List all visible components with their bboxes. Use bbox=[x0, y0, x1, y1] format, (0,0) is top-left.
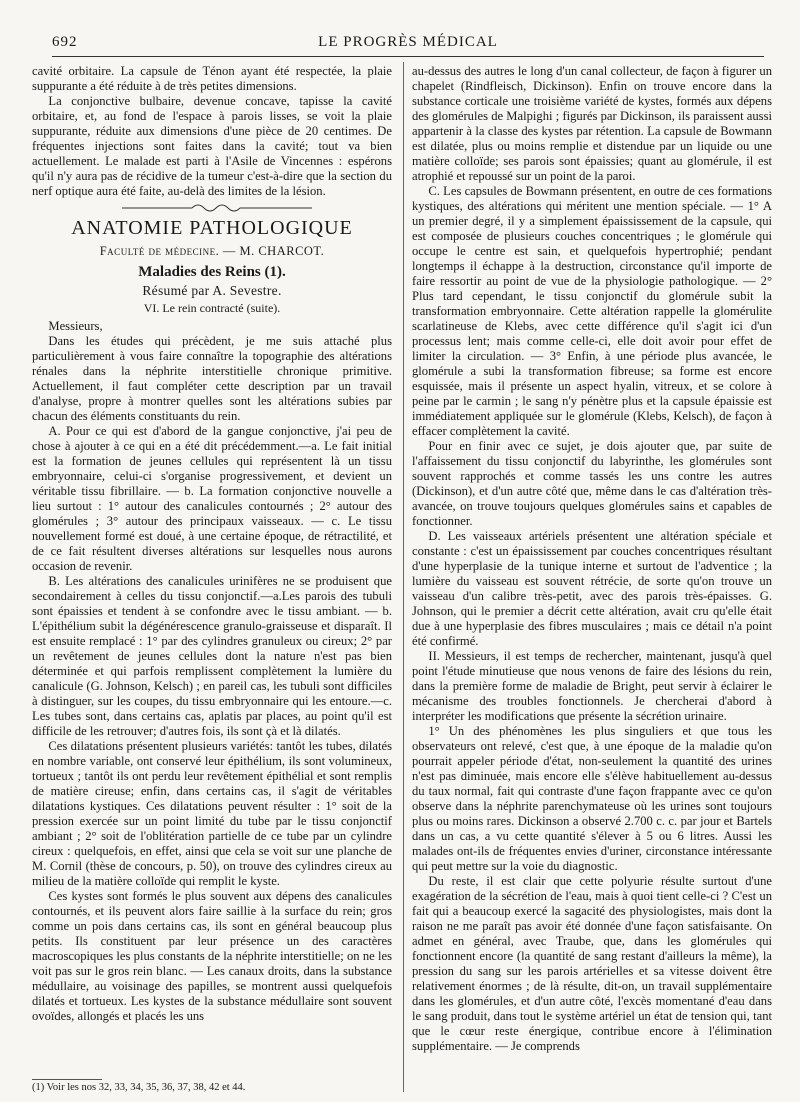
paragraph: 1° Un des phénomènes les plus singuliers et que tous les observateurs ont relevé, c'est que, à une époque de la maladie qu'on pourrait appeler période d'état, non-seulement la quantité des urines n'est pas diminuée, mais encore elle s'élève habituellement au-dessus du taux normal, fait qui contraste d'une façon frappante avec ce qu'on observe dans la néphrite parenchymateuse où les urines sont toujours plus ou moins rares. Dickinson a observé 2.700 c. c. par jour et Bartels dans un cas, a vu cette quantité s'élever à 5 ou 6 litres. Aussi les malades ont-ils de fréquentes envies d'uriner, circonstance intéressante qui peut mettre sur la voie du diagnostic. bbox=[412, 724, 772, 873]
paragraph: Dans les études qui précèdent, je me suis attaché plus particulièrement à vous faire connaître la topographie des altérations rénales dans la néphrite interstitielle chronique primitive. Actuellement, il faut compléter cette description par un travail d'analyse, propre à montrer quelles sont les altérations subies par chacun des éléments constituants du rein. bbox=[32, 334, 392, 423]
footnote-rule bbox=[32, 1079, 102, 1080]
left-column bbox=[32, 64, 392, 1079]
paragraph: B. Les altérations des canalicules urinifères ne se produisent que secondairement à celles du tissu conjonctif.—a.Les parois des tubuli sont épaissies et tendent à se confondre avec le tissu ambiant. — b. L'épithélium subit la dégénérescence granulo-graisseuse et disparaît. Il est ensuite remplacé : 1° par des cylindres granuleux ou cireux; 2° par un revêtement de jeunes cellules dont la nature n'est pas bien déterminée et qui parfois remplissent complètement la lumière du canalicule (G. Johnson, Kelsch) ; en pareil cas, les tubuli sont difficiles à distinguer, sur les coupes, du tissu embryonnaire qui les entoure.—c. Les tubes sont, dans certains cas, aplatis par places, au point qu'il est difficile de les retrouver; d'autres fois, ils sont çà et là dilatés. bbox=[32, 574, 392, 738]
running-header bbox=[52, 34, 764, 57]
faculty-line: Faculté de médecine. — M. CHARCOT. bbox=[99, 244, 325, 258]
paragraph: Ces dilatations présentent plusieurs variétés: tantôt les tubes, dilatés en nombre variable, ont conservé leur épithélium, ils sont volumineux, tortueux ; tantôt ils ont perdu leur revêtement épithélial et sont remplis de matière cireuse; enfin, dans certains cas, il s'agit de véritables dilatations kystiques. Ces dilatations peuvent résulter : 1° soit de la pression exercée sur un point limité du tube par le tissu conjonctif ambiant ; 2° soit de l'oblitération partielle de ce tube par un cylindre cireux : quelquefois, en effet, ainsi que cela se voit sur une planche de M. Cornil (thèse de concours, p. 50), on trouve des cylindres cireux au milieu de la matière colloïde qui remplit le kyste. bbox=[32, 739, 392, 888]
right-column bbox=[412, 64, 772, 1092]
salutation: Messieurs, bbox=[48, 319, 103, 333]
paragraph: II. Messieurs, il est temps de rechercher, maintenant, jusqu'à quel point l'étude minutieuse que nous venons de faire des lésions du rein, dans la première forme de maladie de Bright, peut servir à éclairer le mécanisme des troubles fonctionnels. Je chercherai d'abord à interpréter les modifications que présente la sécrétion urinaire. bbox=[412, 649, 772, 723]
footnote: (1) Voir les nos 32, 33, 34, 35, 36, 37, 38, 42 et 44. bbox=[32, 1082, 246, 1093]
paragraph: C. Les capsules de Bowmann présentent, en outre de ces formations kystiques, des altérations qui méritent une mention spéciale. — 1° A un premier degré, il y a simplement épaississement de la capsule, qui est composée de plusieurs couches concentriques ; le glomérule qui occupe le centre est sain, et quelquefois hypertrophié; pendant longtemps il échappe à la destruction, circonstance qu'il importe de faire ressortir au point de vue de la physiologie pathologique. — 2° Plus tard cependant, le tissu conjonctif du glomérule subit la transformation embryonnaire. Cette altération rappelle la glomérulite scarlatineuse de Klebs, avec cette différence qu'il s'agit ici d'un processus lent; mais comme celle-ci, elle doit avoir pour effet de limiter la circulation. — 3° Enfin, à une période plus avancée, le glomérule a subi la transformation fibreuse; sa forme est encore esquissée, mais il présente un aspect hyalin, vitreux, et se colore à peine par le carmin ; le sang n'y pénètre plus et la capsule épaissie est immédiatement appliquée sur le glomérule (Klebs, Kelsch), de façon à effacer complètement la cavité. bbox=[412, 184, 772, 438]
ornamental-rule bbox=[32, 201, 392, 215]
paragraph: au-dessus des autres le long d'un canal collecteur, de façon à figurer un chapelet (Rindfleisch, Dickinson). Enfin on trouve encore dans la substance corticale une troisième variété de kystes, formés aux dépens des glomérules de Malpighi ; figurés par Dickinson, ils paraissent aussi appartenir à la classe des kystes par rétention. La capsule de Bowmann est dilatée, plus ou moins remplie et distendue par un liquide ou une matière colloïde; ses parois sont épaissies; quant au glomérule, il est atrophié et repoussé sur un point de la paroi. bbox=[412, 64, 772, 183]
page-number: 692 bbox=[52, 34, 78, 50]
paragraph: D. Les vaisseaux artériels présentent une altération spéciale et constante : c'est un épaississement par couches concentriques résultant d'une hyperplasie de la tunique interne et surtout de l'adventice ; la lumière du vaisseau est souvent rétrécie, de sorte qu'on trouve un vaisseau d'un calibre très-petit, avec des parois très-épaisses. G. Johnson, qui le premier a décrit cette altération, avait cru qu'elle était due à une hyperplasie des fibres musculaires ; mais ce détail n'a point été confirmé. bbox=[412, 529, 772, 648]
paragraph: A. Pour ce qui est d'abord de la gangue conjonctive, j'ai peu de chose à ajouter à ce qui en a été dit précédemment.—a. Le fait initial est la formation de jeunes cellules qui représentent là un tissu embryonnaire, celui-ci s'organise progressivement, et devient un véritable tissu fibrillaire. — b. La formation conjonctive nouvelle a lieu surtout : 1° autour des canalicules contournés ; 2° autour des glomérules ; 3° autour des principaux vaisseaux. — c. Le tissu nouvellement formé est doué, à une certaine époque, de rétractilité, et de ce fait résultent diverses altérations sur lesquelles nous aurons occasion de revenir. bbox=[32, 424, 392, 573]
paragraph: La conjonctive bulbaire, devenue concave, tapisse la cavité orbitaire, et, au fond de l'espace à parois lisses, se voit la plaie suppurante, réduite aux dimensions d'une pièce de 20 centimes. De fréquentes injections sont faites dans la cavité; tout va bien actuellement. Le malade est parti à l'Asile de Vincennes : espérons qu'il n'y aura pas de récidive de la tumeur c'est-à-dire que la section du nerf optique aura été faite, au-delà des limites de la lésion. bbox=[32, 94, 392, 198]
lesson-title: Maladies des Reins (1). bbox=[138, 264, 286, 280]
paragraph: cavité orbitaire. La capsule de Ténon ayant été respectée, la plaie suppurante a été réduite à de très petites dimensions. bbox=[32, 64, 392, 93]
paragraph: Pour en finir avec ce sujet, je dois ajouter que, par suite de l'affaissement du tissu conjonctif du labyrinthe, les glomérules sont souvent rapprochés et comme tassés les uns contre les autres (Dickinson), et d'un autre côté que, même dans le cas d'altération très-avancée, on trouve toujours quelques glomérules sains et capables de fonctionner. bbox=[412, 439, 772, 528]
column-divider bbox=[403, 62, 404, 1092]
lesson-subtitle: VI. Le rein contracté (suite). bbox=[143, 301, 281, 315]
section-title: ANATOMIE PATHOLOGIQUE bbox=[71, 217, 353, 239]
journal-title: LE PROGRÈS MÉDICAL bbox=[318, 34, 498, 50]
paragraph: Ces kystes sont formés le plus souvent aux dépens des canalicules contournés, et ils peuvent alors faire saillie à la surface du rein; gros comme un pois dans certains cas, ils sont en général beaucoup plus petits. Ils constituent par leur présence un des caractères macroscopiques les plus constants de la néphrite interstitielle; on ne les voit pas sur le gros rein blanc. — Les canaux droits, dans la substance médullaire, au voisinage des papilles, se montrent aussi quelquefois dilatés et tortueux. Les kystes de la substance médullaire sont souvent ovoïdes, allongés et placés les uns bbox=[32, 889, 392, 1023]
paragraph: Du reste, il est clair que cette polyurie résulte surtout d'une exagération de la sécrétion de l'eau, mais à quoi tient celle-ci ? C'est un fait qui a beaucoup exercé la sagacité des physiologistes, mais dont la raison ne me paraît pas avoir été donnée d'une façon satisfaisante. On admet en général, avec Traube, que, dans les glomérules qui fonctionnent encore (la quantité de sang restant d'ailleurs la même), la pression du sang sur les parois artérielles et sa vitesse doivent être relativement énormes ; de là résulte, dit-on, un travail supplémentaire dans les glomérules, et d'un autre côté, l'excès momentané d'eau dans le sang produit, dans tout le système artériel un état de tension qui, tant que le cœur reste énergique, contribue encore à l'élimination supplémentaire. — Je comprends bbox=[412, 874, 772, 1053]
resume-line: Résumé par A. Sevestre. bbox=[142, 283, 282, 298]
